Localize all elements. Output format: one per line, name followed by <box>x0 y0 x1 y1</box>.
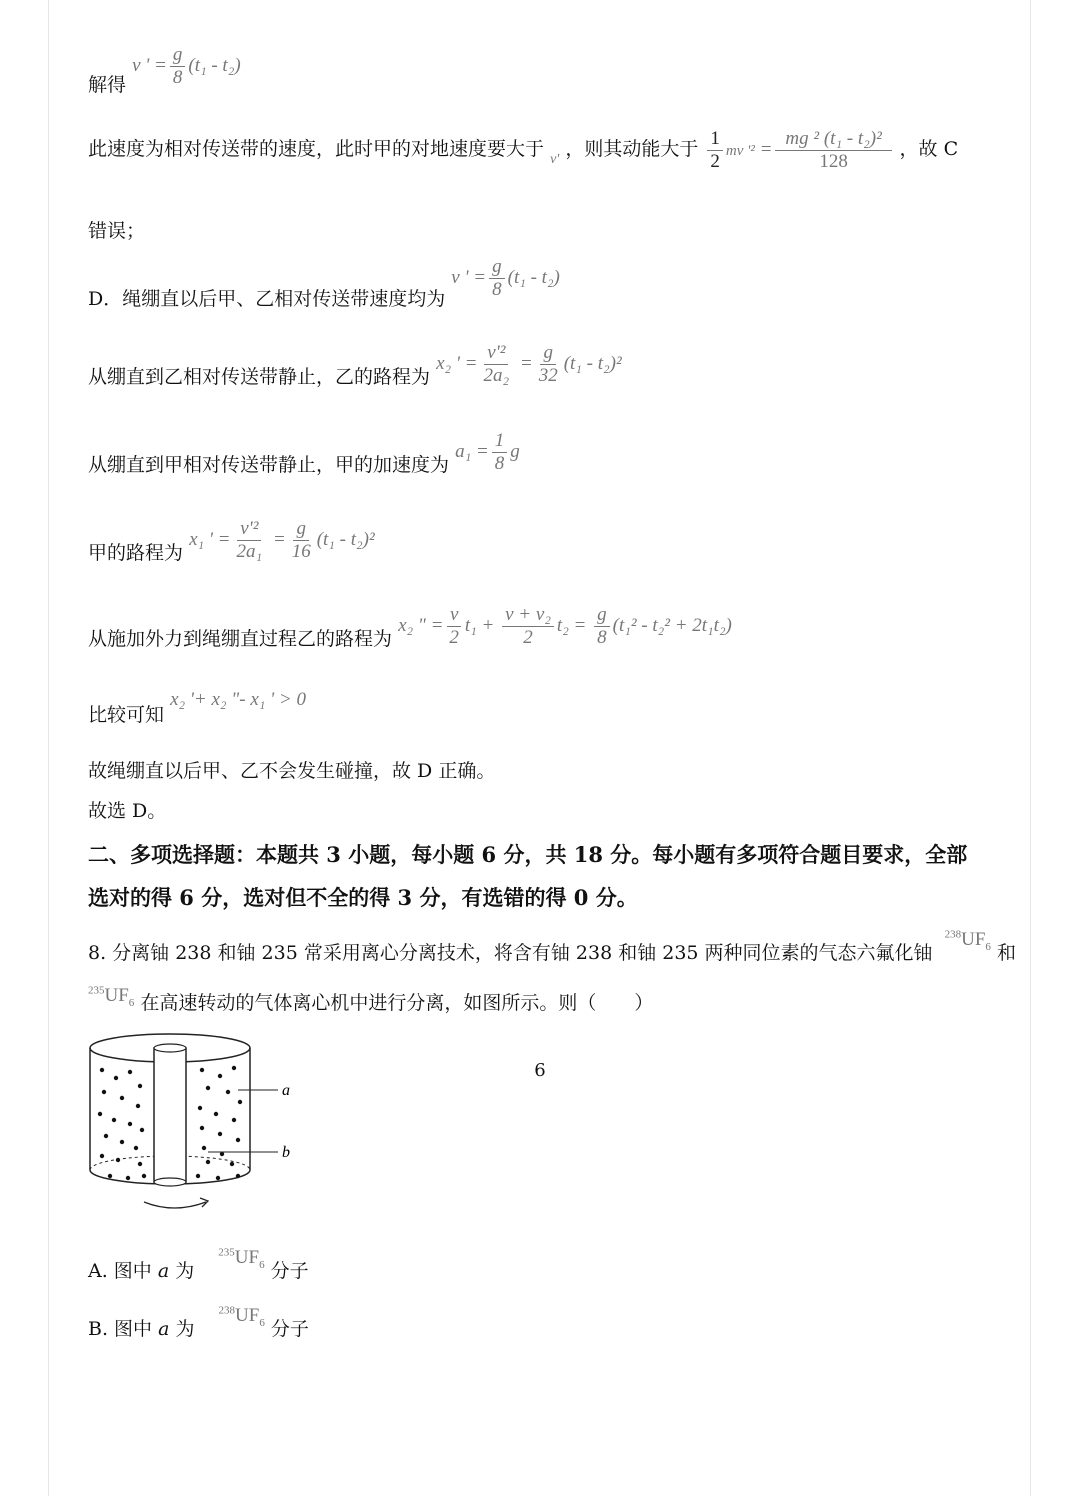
option-a <box>88 1240 309 1283</box>
answer-line <box>88 798 166 824</box>
section-heading-line1: 二、多项选择题：本题共 3 小题，每小题 6 分，共 18 分。每小题有多项符合题目要求，全部 <box>88 842 968 867</box>
formula-x2-double-prime: x₂ " = $\frac{v}{2}$ t₁ + $\frac{\text{v + v₂}}{2}$ t₂ = $\frac{g}{8}$ (t₁² - t₂² + 2t₁t₂) <box>398 604 732 648</box>
error-line <box>88 218 145 244</box>
page-right-edge <box>1030 0 1031 1496</box>
text-segment: 故绳绷直以后甲、乙不会发生碰撞，故 D 正确。 <box>88 760 496 782</box>
formula-comparison: x₂ '+ x₂ "- x₁ ' > 0 <box>170 689 307 710</box>
formula-x1-prime: x₁ ' = $\frac{\text{v'²}}{\text{2a₁}}$ = $\frac{g}{16}$ (t₁ - t₂)² <box>189 518 375 562</box>
solve-label: 解得 <box>88 73 127 96</box>
text-segment: A. 图中 <box>88 1260 152 1283</box>
text-segment: 分子 <box>270 1318 309 1341</box>
text-segment: 在高速转动的气体离心机中进行分离，如图所示。则（ ） <box>140 992 654 1015</box>
conclusion-line <box>88 758 495 784</box>
formula-v: v' <box>550 151 560 167</box>
text-segment: 为 <box>175 1318 195 1341</box>
acceleration-a-line <box>88 430 520 475</box>
text-segment: 从施加外力到绳绷直过程乙的路程为 <box>88 627 393 650</box>
label-a: a <box>282 1082 290 1099</box>
path-b-line <box>88 342 622 387</box>
option-b <box>88 1298 309 1341</box>
text-segment: 为 <box>175 1260 195 1283</box>
question-8-line2 <box>88 978 653 1016</box>
text-segment: 从绷直到甲相对传送带静止，甲的加速度为 <box>88 453 450 476</box>
isotope-uf6-238: $^{238}UF_6$ <box>944 929 991 954</box>
path-a-line <box>88 518 375 563</box>
option-d-analysis-line <box>88 256 560 310</box>
formula-kinetic-energy: $\frac{1}{2}$ mv '² = $\frac{\text{mg ² (t₁ - t₂)²}}{128}$ <box>704 139 899 160</box>
text-segment: 比较可知 <box>88 704 165 726</box>
text-segment: 从绷直到乙相对传送带静止，乙的路程为 <box>88 365 431 388</box>
kinetic-energy-line <box>88 128 958 173</box>
page-left-edge <box>48 0 49 1496</box>
variable-a: a <box>158 1318 170 1341</box>
isotope-uf6-235-option: $^{235}UF_6$ <box>218 1247 265 1272</box>
text-segment: 错误； <box>88 220 146 242</box>
text-segment: 此速度为相对传送带的速度，此时甲的对地速度要大于 <box>88 137 545 160</box>
formula-x2-prime: x₂ ' = $\frac{\text{v'²}}{\text{2a₂}}$ = $\frac{g}{32}$ (t₁ - t₂)² <box>436 342 622 386</box>
path-b-before-line <box>88 604 732 649</box>
central-tube-bottom <box>154 1178 186 1186</box>
formula-relative-speed: v ' = $\frac{g}{8}$ (t₁ - t₂) <box>451 256 560 300</box>
isotope-uf6-235: $^{235}UF_6$ <box>88 985 135 1010</box>
text-segment: D．绳绷直以后甲、乙相对传送带速度均为 <box>88 287 446 310</box>
comparison-line <box>88 686 307 726</box>
central-tube-top <box>154 1044 186 1052</box>
solve-line <box>88 44 241 96</box>
page-number: 6 <box>534 1060 546 1081</box>
gas-molecules-right <box>196 1066 242 1180</box>
text-segment: 故选 D。 <box>88 800 167 822</box>
formula-v-prime: v ' = $\frac{g}{8}$ (t₁ - t₂) <box>132 44 241 88</box>
gas-molecules-left <box>98 1068 146 1180</box>
isotope-uf6-238-option: $^{238}UF_6$ <box>218 1305 265 1330</box>
text-segment: 分子 <box>270 1260 309 1283</box>
text-segment: 和 <box>996 942 1016 965</box>
text-segment: B. 图中 <box>88 1318 153 1341</box>
question-8-line1 <box>88 922 1016 965</box>
text-segment: 8. 分离铀 238 和铀 235 常采用离心分离技术，将含有铀 238 和铀 235 两种同位素的气态六氟化铀 <box>88 942 933 965</box>
centrifuge-diagram <box>82 1030 312 1220</box>
text-segment: ，则其动能大于 <box>565 137 699 160</box>
text-segment: 甲的路程为 <box>88 541 184 564</box>
variable-a: a <box>157 1260 170 1283</box>
label-b: b <box>282 1144 290 1161</box>
section-heading-line2: 选对的得 6 分，选对但不全的得 3 分，有选错的得 0 分。 <box>88 885 638 910</box>
formula-a1: a₁ = $\frac{1}{8}$ g <box>455 430 520 474</box>
rotation-arrow <box>144 1202 206 1208</box>
text-segment: ，故 C <box>899 137 959 160</box>
